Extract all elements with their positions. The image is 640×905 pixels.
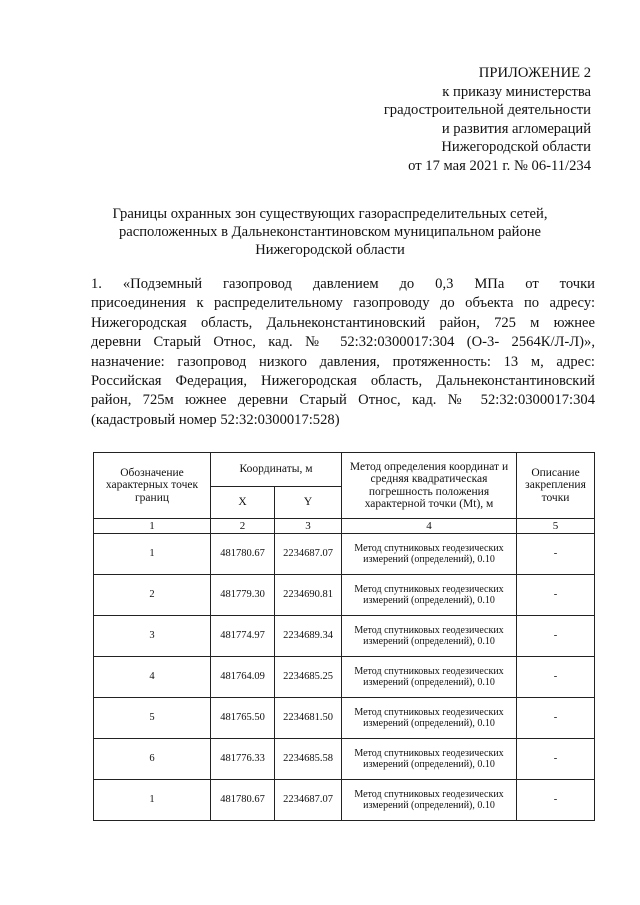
point-id: 6 (94, 739, 211, 780)
point-id: 1 (94, 780, 211, 821)
paragraph-line: назначение: газопровод низкого давления, протяженность: 13 м, адрес: (91, 353, 595, 370)
paragraph-line: 1. «Подземный газопровод давлением до 0,3 МПа от точки (91, 276, 595, 292)
appendix-line: от 17 мая 2021 г. № 06-11/234 (408, 157, 591, 174)
paragraph-line: Российская Федерация, Нижегородская область, Дальнеконстантиновский (91, 373, 595, 390)
point-id: 3 (94, 616, 211, 657)
coordinates-table (93, 452, 595, 821)
column-number: 1 (94, 519, 211, 534)
point-id: 4 (94, 657, 211, 698)
method-cell: Метод спутниковых геодезических измерений (определений), 0.10 (342, 616, 517, 657)
coord-x: 481764.09 (211, 657, 275, 698)
coord-x: 481779.30 (211, 575, 275, 616)
point-id: 5 (94, 698, 211, 739)
appendix-line: к приказу министерства (442, 83, 591, 100)
header-x: X (211, 487, 275, 519)
appendix-line: ПРИЛОЖЕНИЕ 2 (478, 65, 591, 81)
table-row (94, 739, 595, 780)
description-cell: - (517, 534, 595, 575)
method-cell: Метод спутниковых геодезических измерений (определений), 0.10 (342, 657, 517, 698)
column-number: 4 (342, 519, 517, 534)
coord-y: 2234687.07 (275, 534, 342, 575)
header-description: Описание закрепления точки (517, 453, 595, 519)
point-id: 2 (94, 575, 211, 616)
table-row (94, 698, 595, 739)
object-description (91, 275, 595, 430)
header-y: Y (275, 487, 342, 519)
method-cell: Метод спутниковых геодезических измерений (определений), 0.10 (342, 739, 517, 780)
description-cell: - (517, 698, 595, 739)
table-row (94, 780, 595, 821)
description-cell: - (517, 739, 595, 780)
column-number: 3 (275, 519, 342, 534)
header-method: Метод определения координат и средняя квадратическая погрешность положения характерной точки (Mt), м (342, 453, 517, 519)
column-number: 2 (211, 519, 275, 534)
appendix-line: и развития агломераций (441, 120, 591, 137)
title-line: расположенных в Дальнеконстантиновском муниципальном районе (118, 224, 542, 240)
title-line: Нижегородской области (255, 242, 405, 258)
table-row (94, 575, 595, 616)
method-cell: Метод спутниковых геодезических измерений (определений), 0.10 (342, 575, 517, 616)
method-cell: Метод спутниковых геодезических измерений (определений), 0.10 (342, 534, 517, 575)
coord-x: 481776.33 (211, 739, 275, 780)
table-row (94, 616, 595, 657)
title-line: Границы охранных зон существующих газораспределительных сетей, (112, 206, 548, 222)
header-coordinates: Координаты, м (211, 453, 342, 487)
document-title (60, 205, 600, 259)
paragraph-line: деревни Старый Относ, кад. № 52:32:0300017:304 (О-3- 2564К/Л-Л)», (91, 334, 595, 351)
coord-y: 2234685.58 (275, 739, 342, 780)
paragraph-line: присоединения к распределительному газопроводу до объекта по адресу: (91, 295, 595, 312)
coord-x: 481774.97 (211, 616, 275, 657)
paragraph-line: (кадастровый номер 52:32:0300017:528) (91, 411, 340, 428)
appendix-line: Нижегородской области (441, 139, 591, 156)
coord-y: 2234685.25 (275, 657, 342, 698)
coord-y: 2234681.50 (275, 698, 342, 739)
paragraph-line: Нижегородская область, Дальнеконстантиновский район, 725 м южнее (91, 314, 595, 331)
method-cell: Метод спутниковых геодезических измерений (определений), 0.10 (342, 780, 517, 821)
header-point: Обозначение характерных точек границ (94, 453, 211, 519)
appendix-header (384, 64, 591, 176)
description-cell: - (517, 616, 595, 657)
table-row (94, 534, 595, 575)
coord-x: 481780.67 (211, 780, 275, 821)
coord-x: 481780.67 (211, 534, 275, 575)
table-row (94, 657, 595, 698)
coord-y: 2234690.81 (275, 575, 342, 616)
coord-y: 2234687.07 (275, 780, 342, 821)
method-cell: Метод спутниковых геодезических измерений (определений), 0.10 (342, 698, 517, 739)
column-number: 5 (517, 519, 595, 534)
description-cell: - (517, 575, 595, 616)
description-cell: - (517, 657, 595, 698)
appendix-line: градостроительной деятельности (383, 102, 591, 119)
description-cell: - (517, 780, 595, 821)
paragraph-line: район, 725м южнее деревни Старый Относ, кад. № 52:32:0300017:304 (91, 392, 595, 409)
coord-y: 2234689.34 (275, 616, 342, 657)
point-id: 1 (94, 534, 211, 575)
coord-x: 481765.50 (211, 698, 275, 739)
